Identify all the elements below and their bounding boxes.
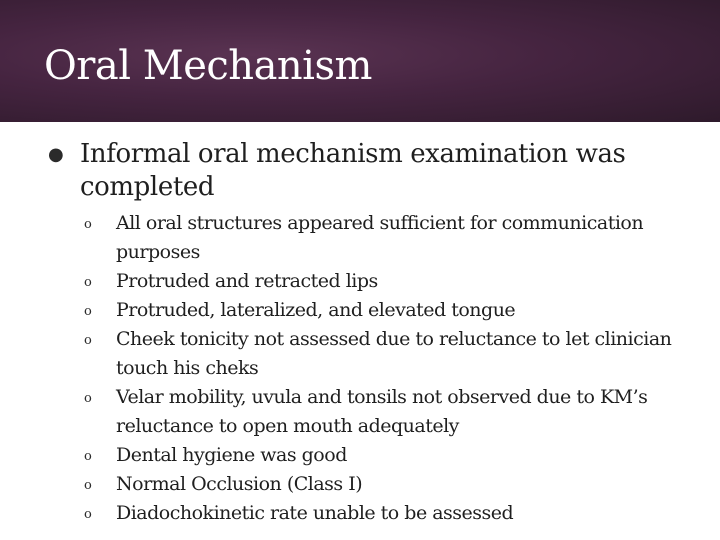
circle-bullet-icon: o [84, 217, 92, 232]
sub-bullet-text: All oral structures appeared sufficient for communication purposes [116, 212, 644, 263]
sub-bullet [84, 441, 684, 470]
circle-bullet-icon: o [84, 449, 92, 464]
sub-bullet-text: Dental hygiene was good [116, 444, 347, 466]
sub-bullet-text: Protruded, lateralized, and elevated tongue [116, 299, 516, 321]
main-bullet-text: Informal oral mechanism examination was completed [80, 139, 626, 202]
sub-bullet-text: Velar mobility, uvula and tonsils not observed due to KM’s reluctance to open mouth adequately [116, 386, 648, 437]
sub-bullet-text: Protruded and retracted lips [116, 270, 378, 292]
sub-bullet-text: Normal Occlusion (Class I) [116, 473, 363, 495]
circle-bullet-icon: o [84, 275, 92, 290]
circle-bullet-icon: o [84, 507, 92, 522]
slide-content [0, 122, 720, 540]
sub-bullet-list [84, 209, 684, 528]
circle-bullet-icon: o [84, 391, 92, 406]
sub-bullet [84, 499, 684, 528]
circle-bullet-icon: o [84, 333, 92, 348]
circle-bullet-icon: o [84, 304, 92, 319]
sub-bullet [84, 383, 684, 441]
slide-title: Oral Mechanism [44, 43, 372, 89]
sub-bullet-text: Diadochokinetic rate unable to be assessed [116, 502, 514, 524]
bullet-dot-icon: ● [48, 144, 64, 165]
sub-bullet-text: Cheek tonicity not assessed due to reluctance to let clinician touch his cheks [116, 328, 672, 379]
circle-bullet-icon: o [84, 478, 92, 493]
sub-bullet [84, 296, 684, 325]
title-bar [0, 0, 720, 122]
sub-bullet [84, 325, 684, 383]
main-bullet [48, 138, 688, 204]
sub-bullet [84, 267, 684, 296]
sub-bullet [84, 209, 684, 267]
sub-bullet [84, 470, 684, 499]
